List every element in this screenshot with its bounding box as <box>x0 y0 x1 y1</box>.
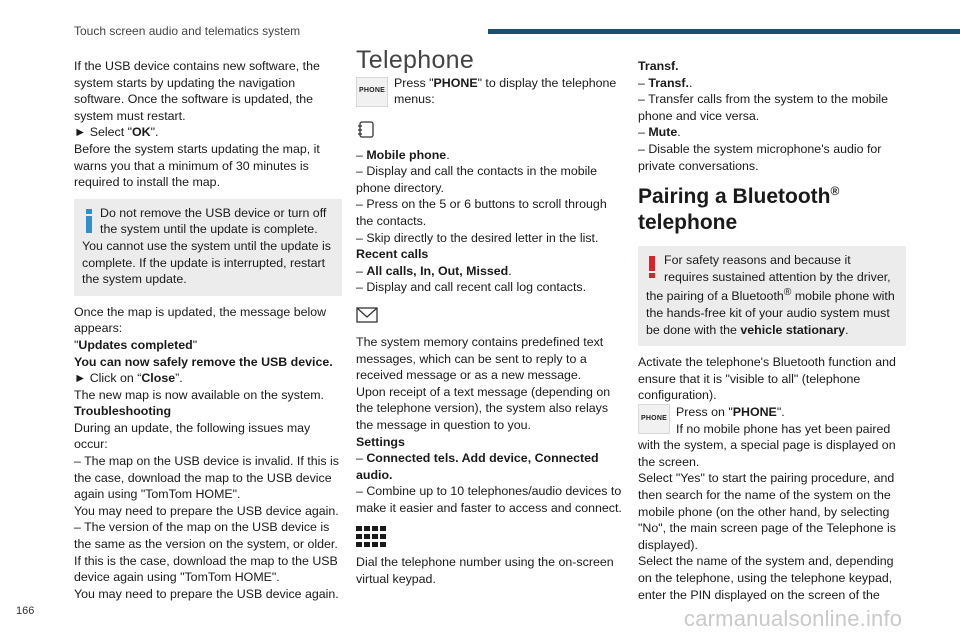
subheading-settings: Settings <box>356 434 405 449</box>
running-header: Touch screen audio and telematics system <box>74 24 301 38</box>
list-item: – Display and call the contacts in the mobile phone directory. <box>356 164 598 195</box>
message-body: You can now safely remove the USB device. <box>74 354 333 369</box>
message-title: "Updates completed" <box>74 337 198 352</box>
paragraph: Select "Yes" to start the pairing procedure, and then search for the name of the system on the mobile phone (on the other hand, by selecting "No", the main screen page of the Telephone is displayed). <box>638 471 896 552</box>
list-item: – Combine up to 10 telephones/audio devices to make it easier and faster to access and connect. <box>356 484 622 515</box>
subheading-troubleshooting: Troubleshooting <box>74 404 172 419</box>
paragraph: Dial the telephone number using the on-screen virtual keypad. <box>356 555 614 587</box>
page-number: 166 <box>16 605 35 617</box>
menu-calls: – All calls, In, Out, Missed. <box>356 263 512 278</box>
paragraph: During an update, the following issues may occur: <box>74 420 311 452</box>
warning-note <box>638 246 906 346</box>
list-item: – Transfer calls from the system to the mobile phone and vice versa. <box>638 92 888 123</box>
paragraph: The new map is now available on the system. <box>74 387 325 402</box>
list-item: – Display and call recent call log contacts. <box>356 280 587 295</box>
instruction-select-ok: ► Select "OK". <box>74 125 159 140</box>
column-1 <box>74 58 342 602</box>
menu-settings: – Connected tels. Add device, Connected audio. <box>356 451 599 482</box>
subheading-transfer: Transf. <box>638 59 679 73</box>
menu-mobile-phone: – Mobile phone. <box>356 147 450 162</box>
paragraph: You may need to prepare the USB device again. <box>74 503 339 518</box>
watermark: carmanualsonline.info <box>684 606 903 631</box>
list-item: – Disable the system microphone's audio for private conversations. <box>638 141 882 173</box>
phone-button-icon: PHONE <box>638 404 670 434</box>
instruction-close: ► Click on “Close”. <box>74 371 183 386</box>
paragraph: You may need to prepare the USB device again. <box>74 586 339 601</box>
paragraph: Select the name of the system and, depending on the telephone, using the telephone keypad, enter the PIN displayed on the screen of the <box>638 554 894 602</box>
menu-mute: – Mute. <box>638 125 681 140</box>
paragraph: Once the map is updated, the message below appears: <box>74 304 327 336</box>
paragraph: If the USB device contains new software, the system starts by updating the navigation software. Once the software is updated, the system must restart. <box>74 59 320 123</box>
paragraph: Upon receipt of a text message (depending on the telephone version), the system also relays the message in question to you. <box>356 384 611 432</box>
warning-text: the pairing of a Bluetooth® mobile phone with the hands-free kit of your audio system must be done with the vehicle stationary. <box>646 287 895 337</box>
contacts-book-icon <box>356 119 624 141</box>
paragraph: Before the system starts updating the map, it warns you that a minimum of 30 minutes is required to install the map. <box>74 141 320 190</box>
phone-button-icon: PHONE <box>356 77 388 107</box>
phone-instruction: PHONE Press on "PHONE". If no mobile phone has yet been paired with the system, a special page is displayed on the screen. <box>638 405 896 469</box>
phone-instruction: PHONE Press "PHONE" to display the telephone menus: <box>356 75 624 109</box>
column-2 <box>356 46 624 588</box>
menu-transfer: – Transf.. <box>638 75 693 90</box>
envelope-icon <box>356 306 624 328</box>
info-note <box>74 199 342 296</box>
list-item: – The map on the USB device is invalid. If this is the case, download the map to the USB device again using "TomTom HOME". <box>74 454 339 502</box>
warning-icon <box>649 256 655 278</box>
section-heading-pairing: Pairing a Bluetooth® telephone <box>638 184 840 235</box>
list-item: – Press on the 5 or 6 buttons to scroll through the contacts. <box>356 197 607 228</box>
header-accent-bar <box>488 29 960 34</box>
warning-text: For safety reasons and because it requires sustained attention by the driver, <box>664 253 891 284</box>
note-text: You cannot use the system until the update is complete. If the update is interrupted, restart the system update. <box>82 238 331 287</box>
subheading-recent-calls: Recent calls <box>356 247 429 262</box>
paragraph: The system memory contains predefined text messages, which can be sent to reply to a received message or as a new message. <box>356 334 604 383</box>
keypad-icon <box>356 526 624 548</box>
section-heading-telephone: Telephone <box>356 46 475 74</box>
list-item: – Skip directly to the desired letter in the list. <box>356 230 599 245</box>
list-item: – The version of the map on the USB device is the same as the version on the system, or older. If this is the case, download the map to the USB device again using "TomTom HOME". <box>74 520 338 585</box>
column-3 <box>638 58 906 603</box>
paragraph: Activate the telephone's Bluetooth function and ensure that it is "visible to all" (telephone configuration). <box>638 355 896 403</box>
info-icon <box>86 209 92 233</box>
note-text: Do not remove the USB device or turn off the system until the update is complete. <box>100 205 327 237</box>
